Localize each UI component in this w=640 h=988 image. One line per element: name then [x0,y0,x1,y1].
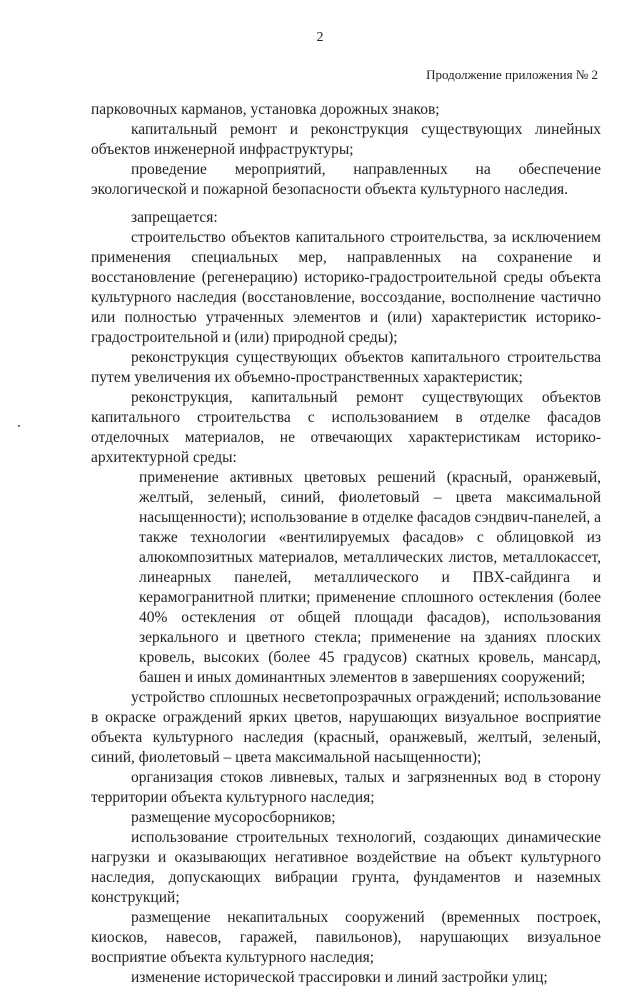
scan-mark [18,425,20,427]
paragraph: реконструкция существующих объектов капитального строительства путем увеличения их объемно-пространственных характеристик; [91,349,601,386]
paragraph: капитальный ремонт и реконструкция существующих линейных объектов инженерной инфраструктуры; [91,121,601,158]
prohibited-heading: запрещается: [131,209,218,226]
paragraph: размещение некапитальных сооружений (временных построек, киосков, навесов, гаражей, павильонов), нарушающих визуальное восприятие объекта культурного наследия; [91,909,601,966]
paragraph: парковочных карманов, установка дорожных знаков; [91,101,440,118]
continuation-header: Продолжение приложения № 2 [426,67,598,82]
page-number: 2 [316,30,324,45]
paragraph: реконструкция, капитальный ремонт существующих объектов капитального строительства с использованием в отделке фасадов отделочных материалов, не отвечающих характеристикам историко-архитектурной среды: [91,389,601,466]
paragraph: организация стоков ливневых, талых и загрязненных вод в сторону территории объекта культурного наследия; [91,769,601,806]
paragraph: проведение мероприятий, направленных на обеспечение экологической и пожарной безопасности объекта культурного наследия. [91,161,601,198]
paragraph: размещение мусоросборников; [131,809,336,826]
document-body [91,100,601,988]
paragraph: строительство объектов капитального строительства, за исключением применения специальных мер, направленных на сохранение и восстановление (регенерацию) историко-градостроительной среды объекта культурного наследия (восстановление, воссоздание, восполнение частично или полностью утраченных элементов и (или) характеристик историко-градостроительной и (или) природной среды); [91,229,601,346]
paragraph: использование строительных технологий, создающих динамические нагрузки и оказывающих негативное воздействие на объект культурного наследия, допускающих вибрации грунта, фундаментов и наземных конструкций; [91,829,601,906]
sub-paragraph: применение активных цветовых решений (красный, оранжевый, желтый, зеленый, синий, фиолетовый – цвета максимальной насыщенности); использование в отделке фасадов сэндвич-панелей, а также технологии «вентилируемых фасадов» с облицовкой из алюкомпозитных материалов, металлических листов, металлокассет, линеарных панелей, металлического и ПВХ-сайдинга и керамогранитной плитки; применение сплошного остекления (более 40% остекления от общей площади фасадов), использования зеркального и цветного стекла; применение на зданиях плоских кровель, высоких (более 45 градусов) скатных кровель, мансард, башен и иных доминантных элементов в завершениях сооружений; [139,469,602,686]
paragraph: устройство сплошных несветопрозрачных ограждений; использование в окраске ограждений ярких цветов, нарушающих визуальное восприятие объекта культурного наследия (красный, оранжевый, желтый, зеленый, синий, фиолетовый – цвета максимальной насыщенности); [91,689,601,766]
paragraph: изменение исторической трассировки и линий застройки улиц; [131,969,548,986]
